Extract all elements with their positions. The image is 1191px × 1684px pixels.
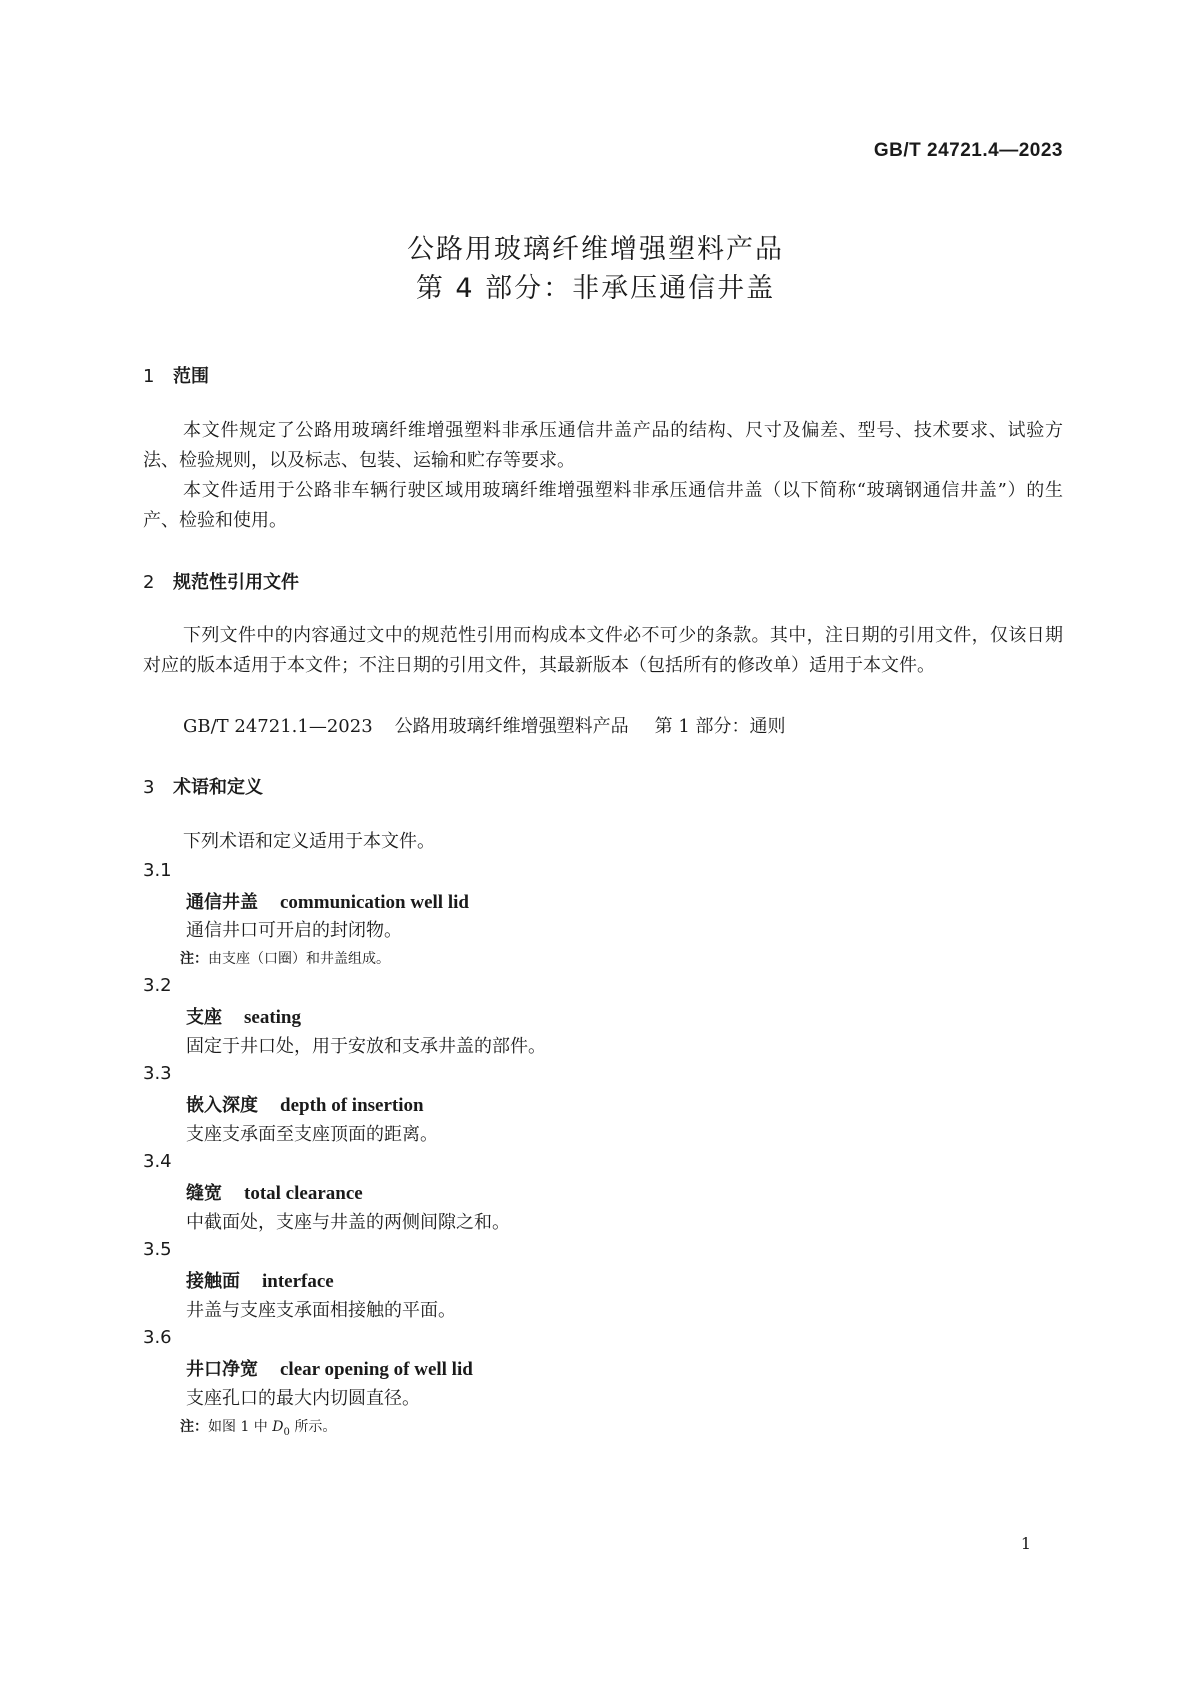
note-text: 由支座（口圈）和井盖组成。 [208,951,390,967]
terms-intro: 下列术语和定义适用于本文件。 [183,831,435,852]
term-definition: 支座支承面至支座顶面的距离。 [186,1124,438,1145]
term-note [180,948,390,968]
document-title-line1: 公路用玻璃纤维增强塑料产品 [407,234,784,265]
term-definition: 固定于井口处，用于安放和支承井盖的部件。 [186,1036,546,1057]
reference-title: 公路用玻璃纤维增强塑料产品 [394,716,629,737]
term-number: 3.1 [143,860,172,881]
section-number: 1 [143,366,155,387]
term-title [186,1355,473,1381]
standard-code: GB/T 24721.4—2023 [873,140,1063,161]
term-number: 3.4 [143,1151,172,1172]
term-number: 3.6 [143,1327,172,1348]
term-en: clear opening of well lid [280,1359,473,1380]
term-en: depth of insertion [280,1095,424,1116]
document-title-line2: 第 4 部分：非承压通信井盖 [415,273,776,304]
section-title: 术语和定义 [173,777,263,798]
reference-code: GB/T 24721.1—2023 [183,716,373,737]
term-title [186,888,469,914]
term-number: 3.5 [143,1239,172,1260]
term-en: interface [262,1271,334,1292]
section-number: 2 [143,572,155,593]
references-paragraph [143,621,1063,681]
references-intro: 下列文件中的内容通过文中的规范性引用而构成本文件必不可少的条款。其中，注日期的引用文件，仅该日期对应的版本适用于本文件；不注日期的引用文件，其最新版本（包括所有的修改单）适用于本文件。 [143,625,1063,676]
term-zh: 嵌入深度 [186,1095,258,1116]
term-definition: 支座孔口的最大内切圆直径。 [186,1388,420,1409]
scope-paragraphs [143,416,1063,536]
term-definition: 通信井口可开启的封闭物。 [186,920,402,941]
section-heading-normative-references [143,568,299,594]
section-heading-scope [143,362,209,388]
scope-paragraph: 本文件规定了公路用玻璃纤维增强塑料非承压通信井盖产品的结构、尺寸及偏差、型号、技术要求、试验方法、检验规则，以及标志、包装、运输和贮存等要求。 [143,420,1063,471]
page-number: 1 [1020,1534,1031,1553]
term-zh: 通信井盖 [186,892,258,913]
term-zh: 支座 [186,1007,222,1028]
term-note [180,1416,336,1438]
note-label: 注： [180,951,208,967]
note-text-pre: 如图 1 中 [208,1419,273,1435]
scope-paragraph: 本文件适用于公路非车辆行驶区域用玻璃纤维增强塑料非承压通信井盖（以下简称“玻璃钢通信井盖”）的生产、检验和使用。 [143,480,1063,531]
term-en: seating [244,1007,301,1028]
section-title: 规范性引用文件 [173,572,299,593]
term-definition: 中截面处，支座与井盖的两侧间隙之和。 [186,1212,510,1233]
term-title [186,1091,424,1117]
reference-part: 第 1 部分：通则 [654,716,786,737]
section-heading-terms [143,773,263,799]
reference-entry [183,712,786,738]
section-title: 范围 [173,366,209,387]
term-title [186,1267,334,1293]
section-number: 3 [143,777,155,798]
note-text-post: 所示。 [289,1419,337,1435]
term-title [186,1179,363,1205]
term-definition: 井盖与支座支承面相接触的平面。 [186,1300,456,1321]
note-label: 注： [180,1419,208,1435]
term-number: 3.3 [143,1063,172,1084]
term-zh: 缝宽 [186,1183,222,1204]
term-number: 3.2 [143,975,172,996]
term-en: communication well lid [280,892,469,913]
symbol-subscript: 0 [283,1426,290,1438]
term-title [186,1003,301,1029]
term-zh: 井口净宽 [186,1359,258,1380]
term-en: total clearance [244,1183,363,1204]
term-zh: 接触面 [186,1271,240,1292]
symbol-d: D [272,1419,284,1435]
